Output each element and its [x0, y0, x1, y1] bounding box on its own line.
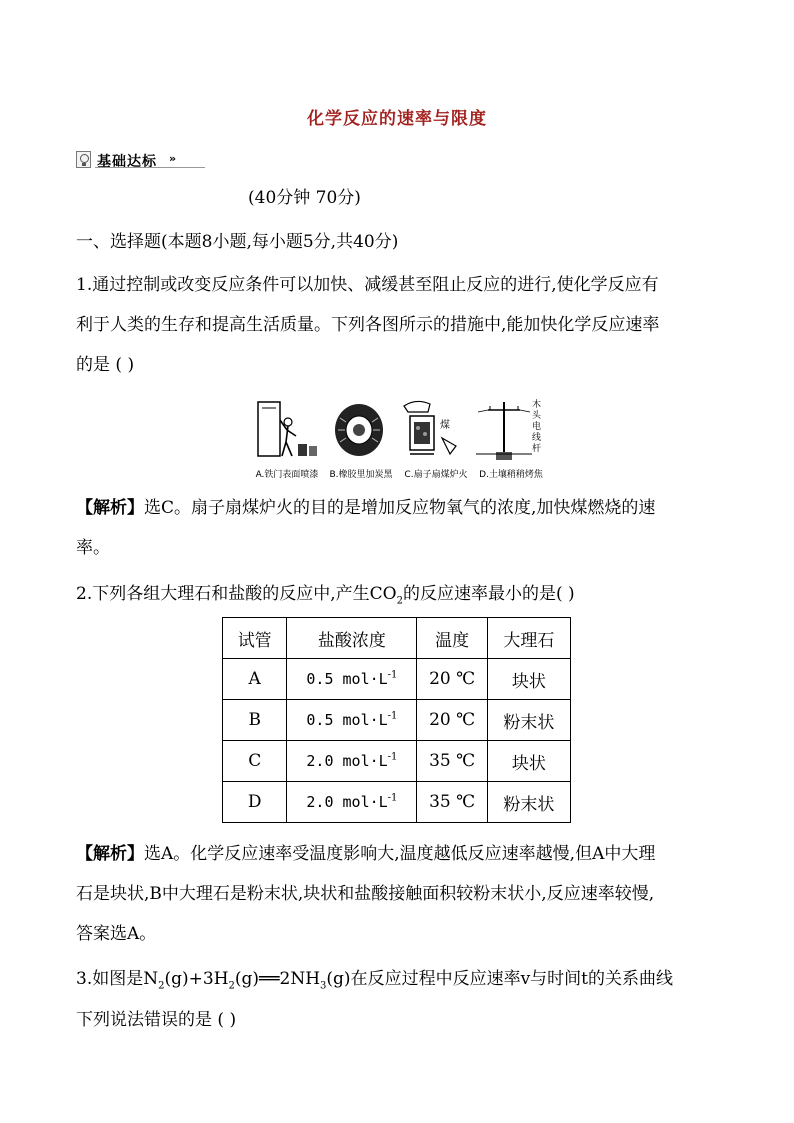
- tire-icon: [326, 398, 396, 466]
- table-row: B 0.5 $mol\cdot L^{-1}$ 20 ℃ 粉末状: [223, 700, 571, 741]
- data-table: [222, 617, 571, 823]
- table-header: 大理石: [487, 618, 570, 659]
- question-1-figures: [252, 398, 546, 480]
- question-1-line-3: 的是 ( ): [76, 355, 135, 375]
- figure-b-caption: B.橡胶里加炭黑: [329, 470, 393, 480]
- coal-label: 煤: [440, 420, 450, 431]
- table-row: A 0.5 $mol\cdot L^{-1}$ 20 ℃ 块状: [223, 659, 571, 700]
- question-2: 2.下列各组大理石和盐酸的反应中,产生$CO_2$的反应速率最小的是( ): [76, 584, 575, 607]
- answer-1-line-2: 率。: [76, 538, 110, 558]
- question-3-line-2: 下列说法错误的是 ( ): [76, 1010, 237, 1030]
- table-row: C 2.0 $mol\cdot L^{-1}$ 35 ℃ 块状: [223, 741, 571, 782]
- badge-label: 基础达标: [97, 154, 157, 170]
- table-header-row: [223, 618, 571, 659]
- question-1-line-2: 利于人类的生存和提高生活质量。下列各图所示的措施中,能加快化学反应速率: [76, 315, 660, 335]
- section-heading: 一、选择题(本题8小题,每小题5分,共40分): [76, 232, 399, 252]
- question-3-line-1: 3.如图是$N_2(g)+3H_2(g)══2NH_3(g)$在反应过程中反应速率v与时间t的关系曲线: [76, 969, 674, 992]
- figure-c: [400, 398, 472, 480]
- figure-a: [252, 398, 322, 480]
- table-header: 试管: [223, 618, 287, 659]
- painter-icon: [252, 398, 322, 466]
- answer-2-line-3: 答案选A。: [76, 924, 157, 944]
- figure-d-caption: D.土壤稍稍烤焦: [479, 470, 543, 480]
- answer-2-line-2: 石是块状,B中大理石是粉末状,块状和盐酸接触面积较粉末状小,反应速率较慢,: [76, 884, 655, 904]
- double-chevron-icon: »: [169, 152, 177, 165]
- lightbulb-icon: [76, 151, 91, 168]
- figure-b: [326, 398, 396, 480]
- table-header: 温度: [417, 618, 487, 659]
- analysis-tag: 【解析】: [76, 498, 144, 518]
- figure-c-caption: C.扇子扇煤炉火: [404, 470, 468, 480]
- time-info: (40分钟 70分): [248, 188, 361, 208]
- answer-2-line-1: 【解析】选A。化学反应速率受温度影响大,温度越低反应速率越慢,但A中大理: [76, 844, 656, 864]
- analysis-tag: 【解析】: [76, 844, 144, 864]
- table-row: D 2.0 $mol\cdot L^{-1}$ 35 ℃ 粉末状: [223, 782, 571, 823]
- badge-underline: [95, 167, 205, 168]
- stove-icon: [400, 398, 472, 466]
- table-header: 盐酸浓度: [287, 618, 417, 659]
- answer-1-line-1: 【解析】选C。扇子扇煤炉火的目的是增加反应物氧气的浓度,加快煤燃烧的速: [76, 498, 656, 518]
- question-1-line-1: 1.通过控制或改变反应条件可以加快、减缓甚至阻止反应的进行,使化学反应有: [76, 275, 659, 295]
- pole-label: 木头电线杆: [532, 400, 542, 454]
- figure-a-caption: A.铁门表面喷漆: [255, 470, 319, 480]
- section-badge: [76, 151, 206, 169]
- page-title: 化学反应的速率与限度: [307, 109, 487, 129]
- figure-d: [476, 398, 546, 480]
